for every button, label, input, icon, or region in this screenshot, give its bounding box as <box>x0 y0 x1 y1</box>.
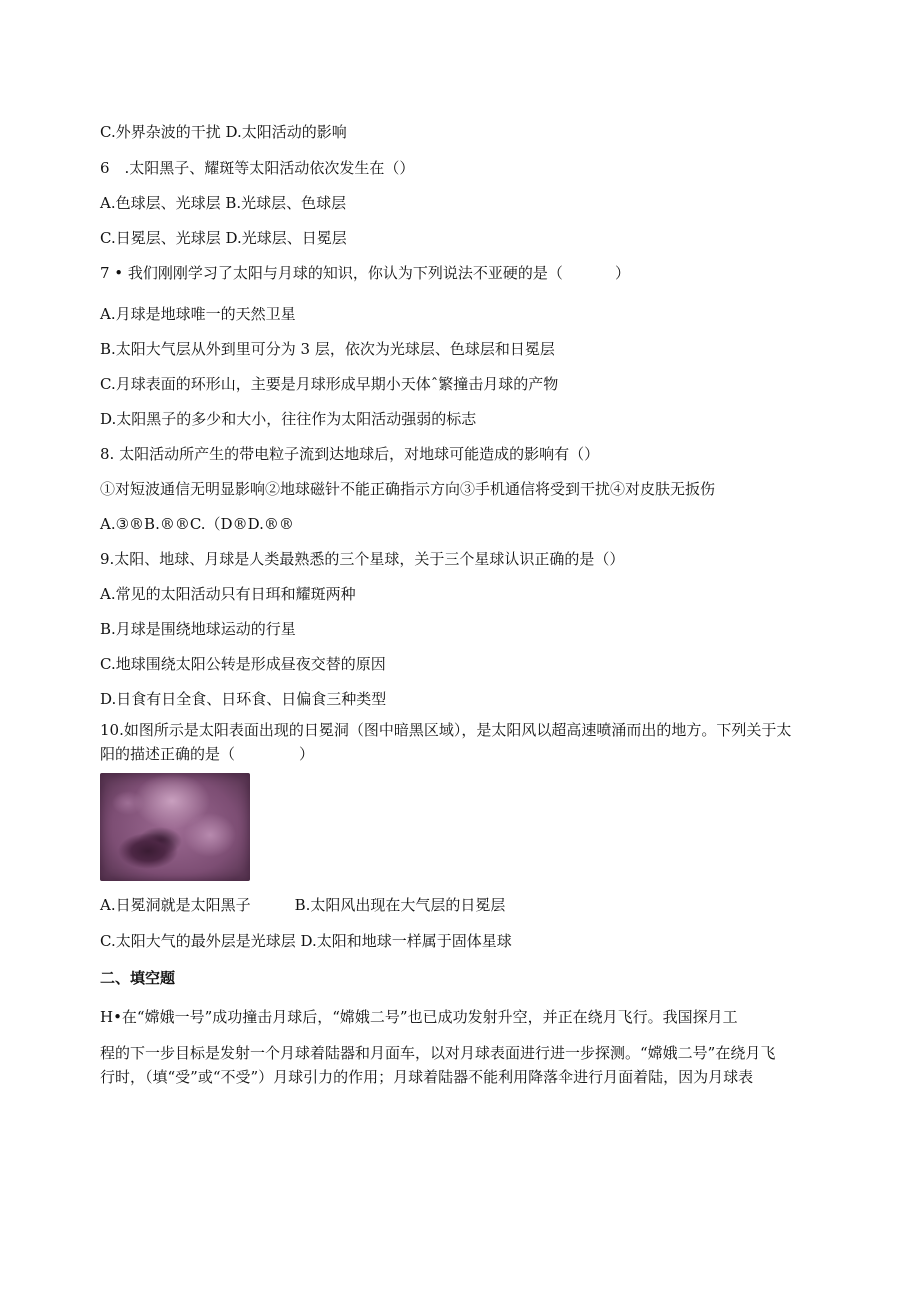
q7-option-d: D.太阳黑子的多少和大小，往往作为太阳活动强弱的标志 <box>100 410 477 428</box>
q7-stem <box>100 264 630 282</box>
q10-option-ab <box>100 896 505 914</box>
q8-stem: 8. 太阳活动所产生的带电粒子流到达地球后，对地球可能造成的影响有（） <box>100 445 600 463</box>
section-heading-fill-in: 二、填空题 <box>100 969 176 987</box>
q8-options: A.③®B.®®C.（D®D.®® <box>100 515 294 533</box>
q10-option-a: A.日冕洞就是太阳黑子 <box>100 896 251 914</box>
q9-option-d: D.日食有日全食、日环食、日偏食三种类型 <box>100 690 387 708</box>
q7-option-b: B.太阳大气层从外到里可分为 3 层，依次为光球层、色球层和日冕层 <box>100 340 555 358</box>
q9-stem: 9.太阳、地球、月球是人类最熟悉的三个星球，关于三个星球认识正确的是（） <box>100 550 625 568</box>
q11-line2: 程的下一步目标是发射一个月球着陆器和月面车，以对月球表面进行进一步探测。“嫦娥二号”在绕月飞 <box>100 1044 776 1062</box>
q5-option-cd: C.外界杂波的干扰 D.太阳活动的影响 <box>100 123 347 141</box>
q9-option-b: B.月球是围绕地球运动的行星 <box>100 620 296 638</box>
q6-stem: 6 .太阳黑子、耀斑等太阳活动依次发生在（） <box>100 159 415 177</box>
q7-option-c: C.月球表面的环形山，主要是月球形成早期小天体ˆ繁撞击月球的产物 <box>100 375 559 393</box>
q7-stem-text: 7 • 我们刚刚学习了太阳与月球的知识，你认为下列说法不亚硬的是（ <box>100 264 563 282</box>
q6-option-cd: C.日冕层、光球层 D.光球层、日冕层 <box>100 229 347 247</box>
q10-stem-line1: 10.如图所示是太阳表面出现的日冕洞（图中暗黑区域），是太阳风以超高速喷涌而出的地方。下列关于太 <box>100 721 792 739</box>
coronal-hole-image <box>100 773 250 881</box>
q7-stem-close: ） <box>614 264 630 282</box>
q10-stem-text: 阳的描述正确的是（ <box>100 745 236 763</box>
q8-statements: ①对短波通信无明显影响②地球磁针不能正确指示方向③手机通信将受到干扰④对皮肤无扳伤 <box>100 480 716 498</box>
q10-option-cd: C.太阳大气的最外层是光球层 D.太阳和地球一样属于固体星球 <box>100 932 512 950</box>
q9-option-a: A.常见的太阳活动只有日珥和耀斑两种 <box>100 585 356 603</box>
q10-stem-line2 <box>100 745 314 763</box>
q6-option-ab: A.色球层、光球层 B.光球层、色球层 <box>100 194 347 212</box>
q7-option-a: A.月球是地球唯一的天然卫星 <box>100 305 296 323</box>
q10-stem-close: ） <box>299 745 315 763</box>
q9-option-c: C.地球围绕太阳公转是形成昼夜交替的原因 <box>100 655 386 673</box>
q11-line3: 行时，（填“受”或“不受”）月球引力的作用；月球着陆器不能利用降落伞进行月面着陆，因为月球表 <box>100 1068 754 1086</box>
q10-option-b: B.太阳风出现在大气层的日冕层 <box>294 896 506 914</box>
q11-line1: H•在“嫦娥一号”成功撞击月球后，“嫦娥二号”也已成功发射升空，并正在绕月飞行。我国探月工 <box>100 1008 738 1026</box>
